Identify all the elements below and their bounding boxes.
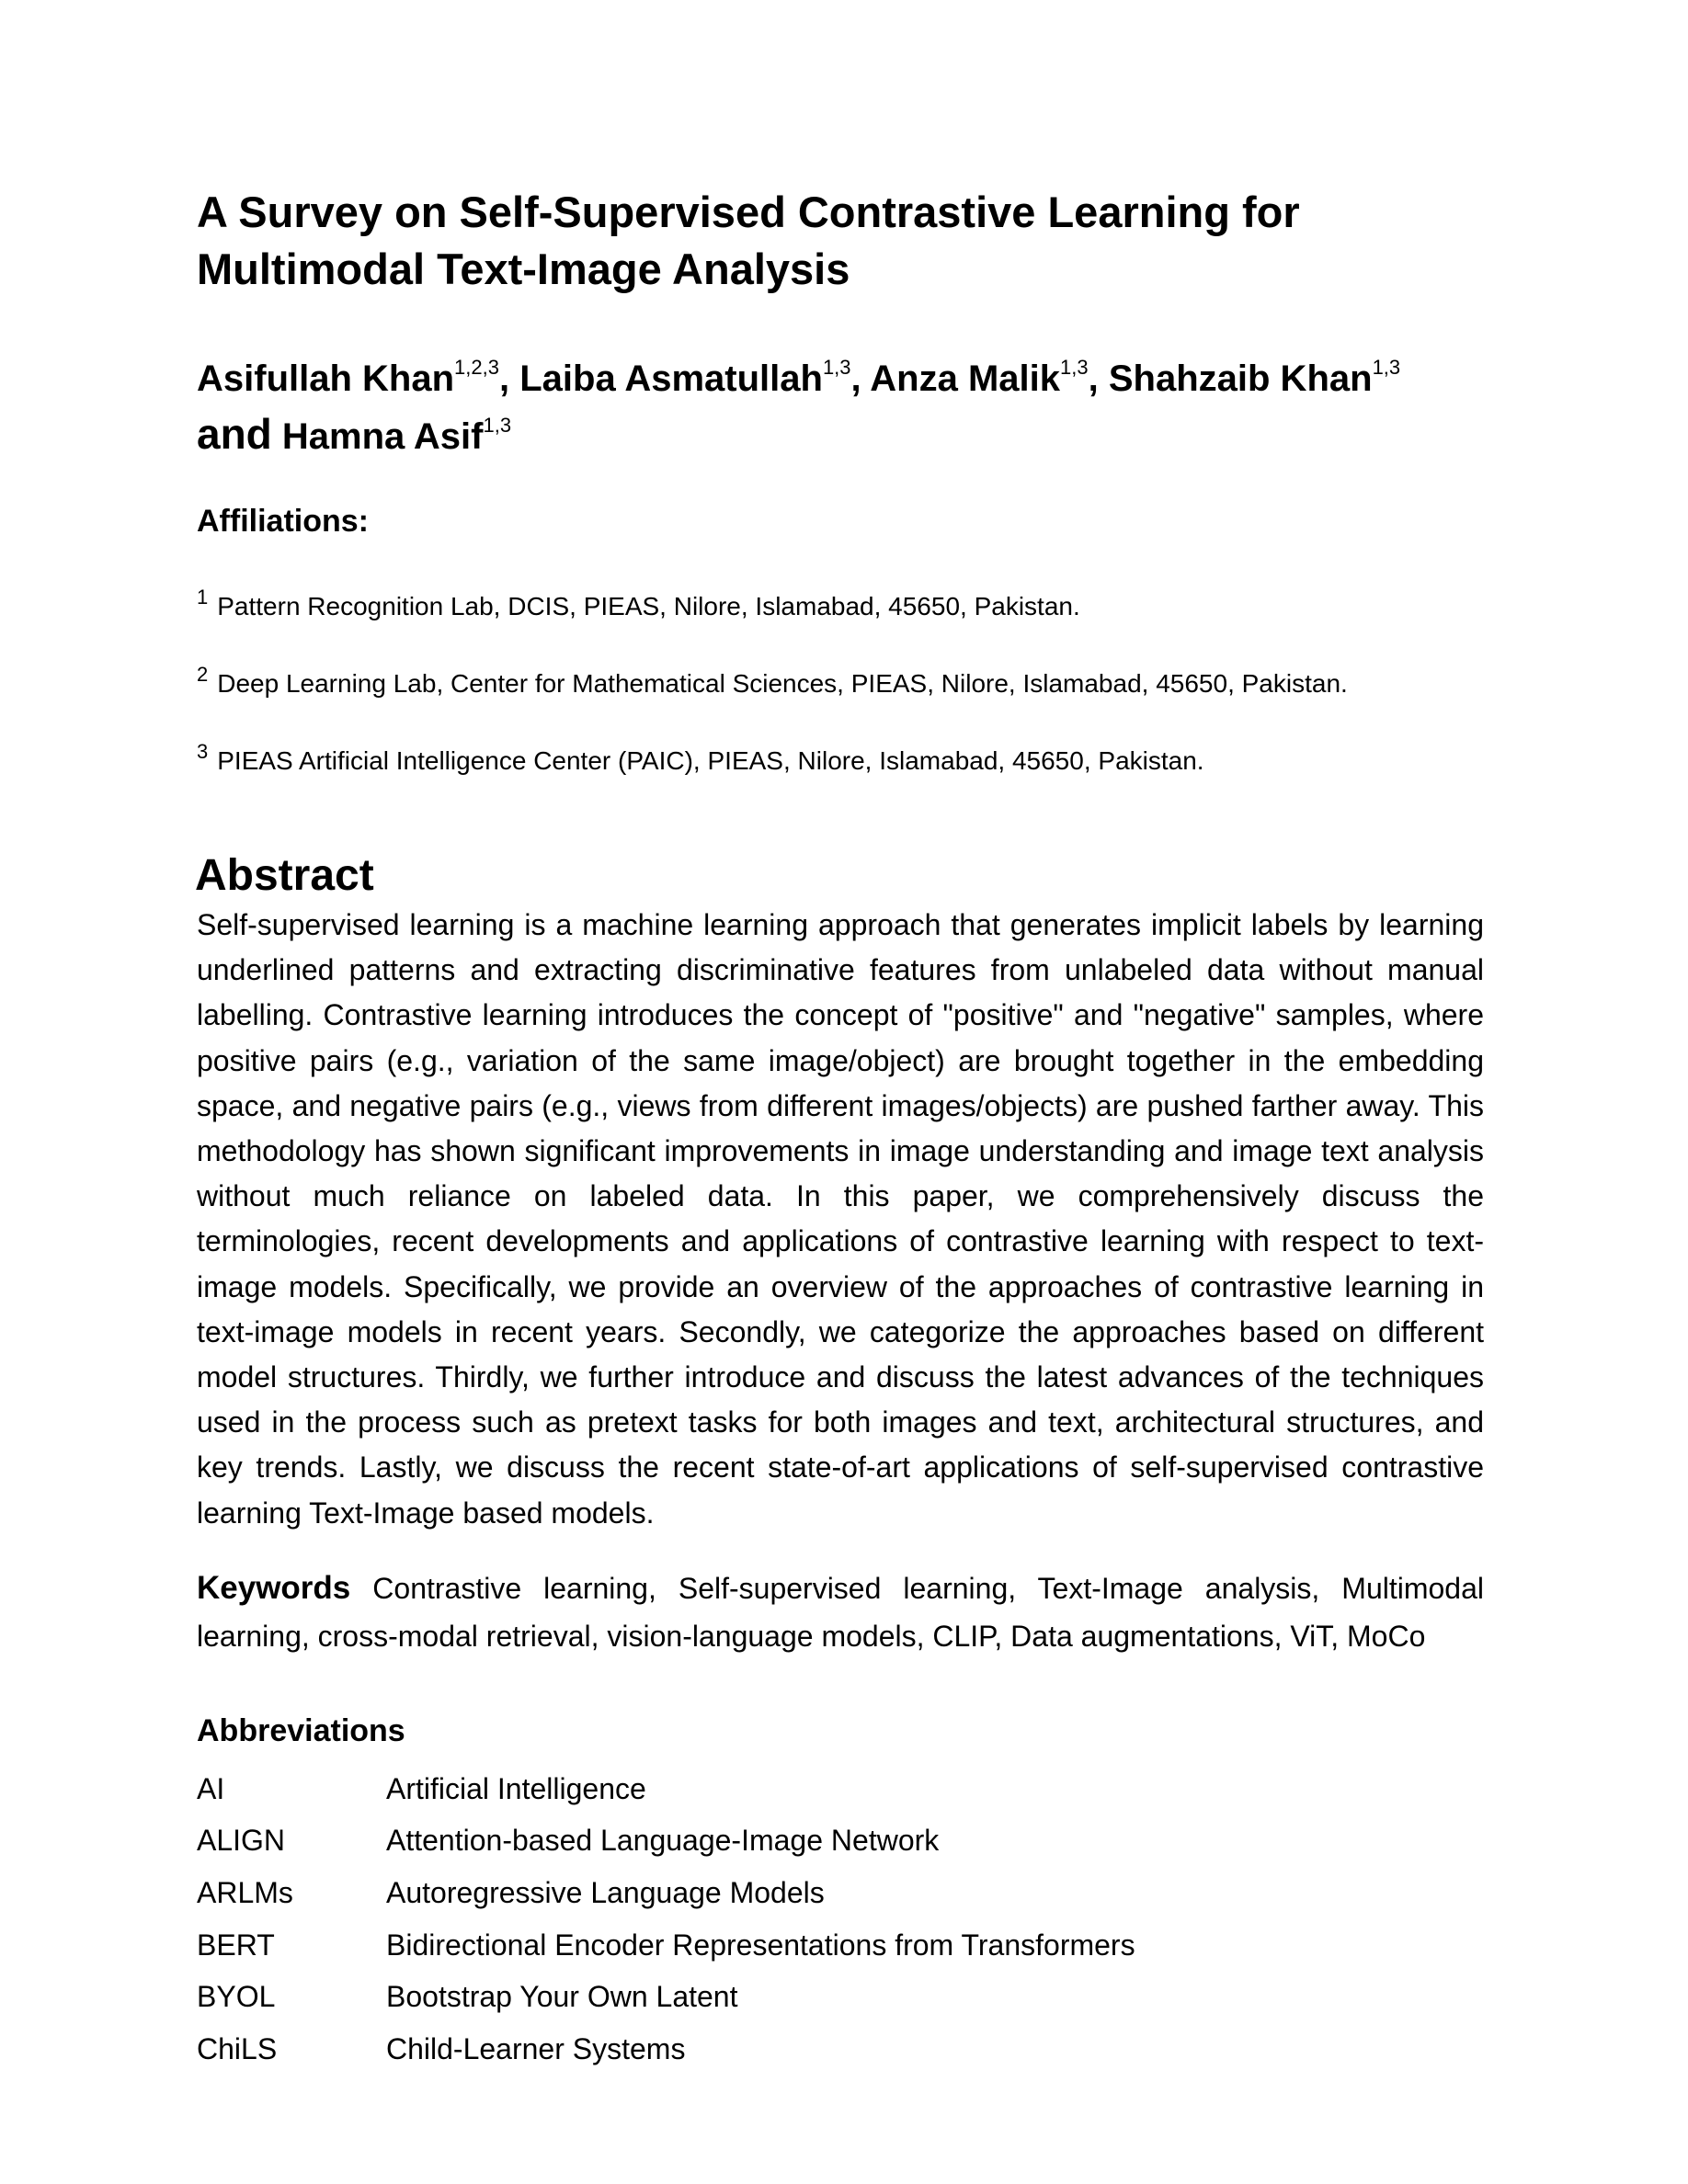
author-name: Hamna Asif [281,416,484,457]
abstract-text: Self-supervised learning is a machine learning approach that generates implicit labels by learning underlined patterns and extracting discriminative features from unlabeled data without manual labelling. Contrastive learning introduces the concept of "positive" and "negative" samples, where positive pairs (e.g., variation of the same image/object) are brought together in the embedding space, and negative pairs (e.g., views from different images/objects) are pushed farther away. This methodology has shown significant improvements in image understanding and image text analysis without much reliance on labeled data. In this paper, we comprehensively discuss the terminologies, recent developments and applications of contrastive learning with respect to text-image models. Specifically, we provide an overview of the approaches of contrastive learning in text-image models in recent years. Secondly, we categorize the approaches based on different model structures. Thirdly, we further introduce and discuss the latest advances of the techniques used in the process such as pretext tasks for both images and text, architectural structures, and key trends. Lastly, we discuss the recent state-of-art applications of self-supervised contrastive learning Text-Image based models. [197,908,1484,1530]
abbreviation-term: ChiLS [197,2031,278,2065]
author-name: Asifullah Khan [197,358,455,399]
affiliation-text: PIEAS Artificial Intelligence Center (PAIC), PIEAS, Nilore, Islamabad, 45650, Pakistan. [217,746,1204,775]
abbreviation-term: BYOL [197,1980,276,2014]
author-affiliation-marker: 1,2,3 [454,356,499,379]
abbreviations-table [197,1763,1135,2076]
author-affiliation-marker: 1,3 [1372,356,1401,379]
author-affiliation-marker: 1,3 [822,356,851,379]
author-affiliation-marker: 1,3 [483,414,512,437]
abbreviation-term: ARLMs [197,1875,293,1909]
abbreviation-row [197,1919,1135,1972]
keywords-paragraph [197,1564,1484,1660]
author-name: Shahzaib Khan [1108,358,1373,399]
affiliation-number: 1 [197,586,209,609]
abbreviation-definition: Child-Learner Systems [386,2031,686,2065]
author-separator: , [498,358,510,399]
abbreviation-row [197,1763,1135,1815]
affiliations-list [197,579,1484,811]
abbreviation-definition: Artificial Intelligence [386,1771,646,1805]
abbreviation-definition: Attention-based Language-Image Network [386,1824,940,1858]
author-separator: , [850,358,861,399]
affiliation-item [197,656,1484,734]
author-name: Laiba Asmatullah [519,358,823,399]
abbreviation-term: BERT [197,1928,275,1962]
abbreviation-row [197,2023,1135,2076]
paper-page [197,0,1484,2184]
affiliation-number: 2 [197,663,209,686]
abbreviations-heading: Abbreviations [197,1713,405,1748]
author-affiliation-marker: 1,3 [1060,356,1089,379]
author-separator: , [1088,358,1099,399]
abbreviation-term: ALIGN [197,1824,286,1858]
abbreviation-row [197,1867,1135,1919]
affiliations-heading: Affiliations: [197,504,369,539]
keywords-label: Keywords [197,1570,351,1606]
affiliation-number: 3 [197,740,209,763]
affiliation-item [197,579,1484,656]
abstract-heading: Abstract [195,851,374,900]
author-conjunction: and [197,410,272,458]
affiliation-text: Deep Learning Lab, Center for Mathematical Sciences, PIEAS, Nilore, Islamabad, 45650, Pakistan. [217,669,1348,698]
abbreviation-term: AI [197,1771,225,1805]
abbreviation-definition: Autoregressive Language Models [386,1875,825,1909]
abbreviation-row [197,1815,1135,1868]
abbreviation-row [197,1971,1135,2023]
author-name: Anza Malik [870,358,1061,399]
affiliation-item [197,734,1484,811]
paper-title: A Survey on Self-Supervised Contrastive Learning for Multimodal Text-Image Analysis [197,188,1300,293]
author-list [197,351,1484,464]
abbreviation-definition: Bootstrap Your Own Latent [386,1980,738,2014]
affiliation-text: Pattern Recognition Lab, DCIS, PIEAS, Nilore, Islamabad, 45650, Pakistan. [217,592,1080,620]
keywords-text: Contrastive learning, Self-supervised learning, Text-Image analysis, Multimodal learning, cross-modal retrieval, vision-language models, CLIP, Data augmentations, ViT, MoCo [197,1572,1485,1653]
abbreviation-definition: Bidirectional Encoder Representations from Transformers [386,1928,1135,1962]
